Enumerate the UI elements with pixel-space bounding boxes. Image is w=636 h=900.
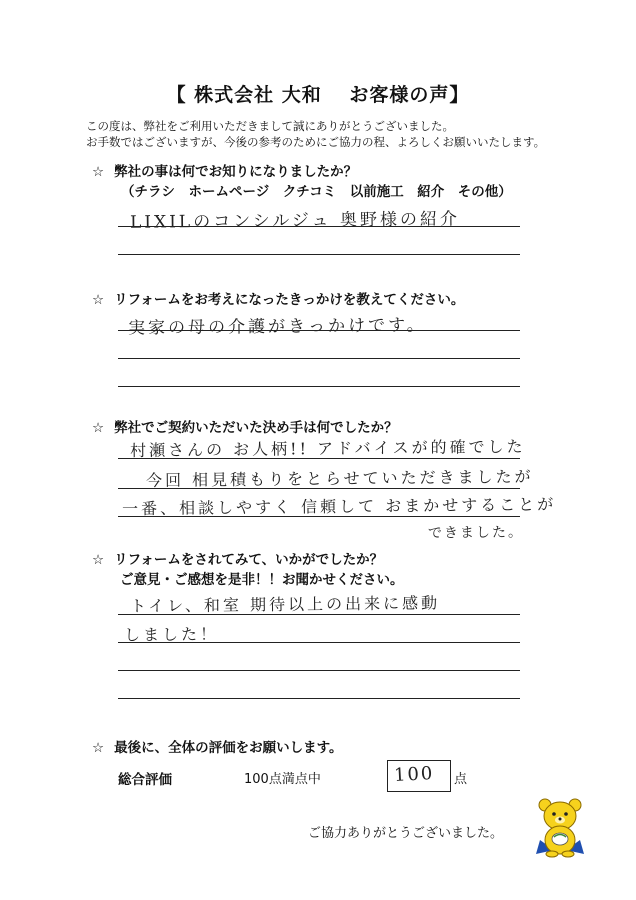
answer-rule [118,488,520,489]
answer-3-line-2: 今回 相見積もりをとらせていただきましたが [145,466,534,491]
answer-3-line-1: 村瀬さんの お人柄!! アドバイスが的確でした [129,436,526,461]
star-icon: ☆ [92,740,105,756]
answer-rule [118,516,520,517]
question-5-text: 最後に、全体の評価をお願いします。 [114,740,343,756]
star-icon: ☆ [92,420,105,436]
answer-rule [118,458,520,459]
answer-rule [118,614,520,615]
answer-3-line-4: できました。 [427,524,525,542]
intro-line-2: お手数ではございますが、今後の参考のためにご協力の程、よろしくお願いいたします。 [86,135,546,149]
question-3-text: 弊社でご契約いただいた決め手は何でしたか？ [114,420,398,436]
star-icon: ☆ [92,292,105,308]
answer-rule [118,670,520,671]
rating-label: 総合評価 [118,772,172,788]
answer-4-line-1: トイレ、和室 期待以上の出来に感動 [129,593,441,616]
answer-rule [118,642,520,643]
question-2 [92,288,464,308]
score-value: 100 [393,762,435,787]
question-4-text: リフォームをされてみて、いかがでしたか？ [114,552,384,568]
answer-3-line-3: 一番、相談しやすく 信頼して おまかせすることが [121,494,557,519]
answer-rule [118,330,520,331]
question-3 [92,416,398,436]
rating-scale: 100点満点中 [244,772,321,787]
star-icon: ☆ [92,164,105,180]
answer-2-line-1: 実家の母の介護がきっかけです。 [127,315,427,339]
question-1-text: 弊社の事は何でお知りになりましたか？ [114,164,358,180]
intro-line-1: この度は、弊社をご利用いただきまして誠にありがとうございました。 [86,119,454,133]
star-icon: ☆ [92,552,105,568]
answer-rule [118,358,520,359]
question-5 [92,736,343,756]
answer-1-line-1: LIXILのコンシルジュ 奥野様の紹介 [129,209,461,233]
page-title: 【 株式会社 大和 お客様の声】 [166,84,470,106]
answer-rule [118,254,520,255]
question-1-options: （チラシ ホームページ クチコミ 以前施工 紹介 その他） [121,184,512,200]
thanks-text: ご協力ありがとうございました。 [308,826,504,841]
score-unit: 点 [454,772,468,787]
answer-rule [118,698,520,699]
bear-mascot-icon [534,796,586,858]
question-4 [92,548,383,568]
question-4-sub: ご意見・ご感想を是非！！お聞かせください。 [120,572,404,588]
answer-rule [118,226,520,227]
question-1 [92,160,357,180]
answer-4-line-2: しました！ [123,624,220,645]
answer-rule [118,386,520,387]
question-2-text: リフォームをお考えになったきっかけを教えてください。 [114,292,465,308]
